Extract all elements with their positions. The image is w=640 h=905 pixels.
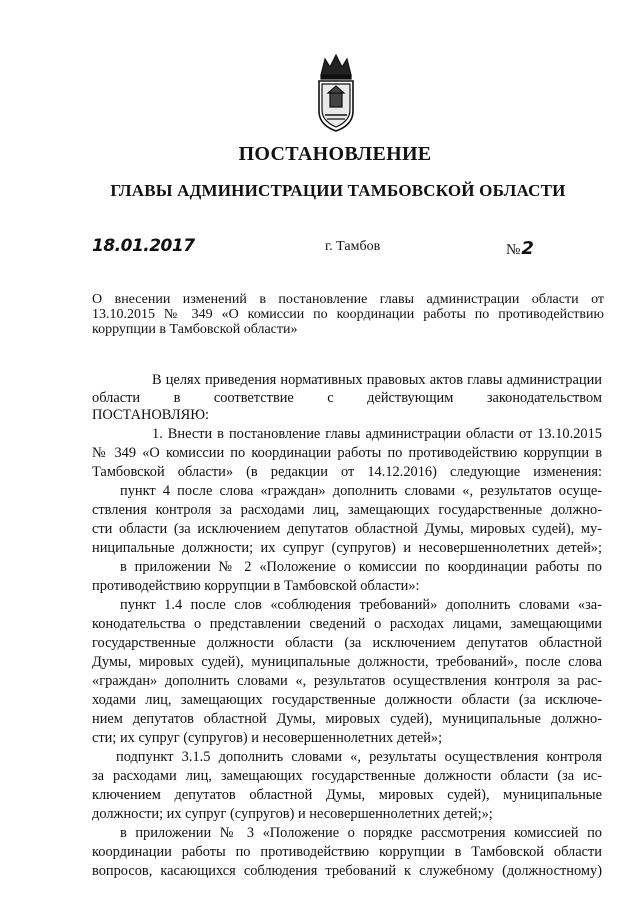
date-handwritten: 18.01.2017	[92, 236, 195, 256]
subject-line: коррупции в Тамбовской области»	[92, 321, 298, 337]
number-handwritten: 2	[521, 238, 534, 259]
body-line: Думы, мировых судей), муниципальные должности, требований», после слова	[92, 654, 602, 670]
body-line: «граждан» дополнить словами «, результатов осуществления контроля за рас-	[92, 673, 602, 689]
document-subject	[92, 293, 604, 337]
body-line: за расходами лиц, замещающих государственные должности области (за ис-	[92, 768, 602, 784]
body-line: подпункт 3.1.5 дополнить словами «, результаты осуществления контроля	[116, 749, 602, 765]
number-prefix: №	[506, 242, 521, 258]
body-line: вопросов, касающихся соблюдения требований к служебному (должностному)	[92, 863, 602, 879]
document-subtitle: ГЛАВЫ АДМИНИСТРАЦИИ ТАМБОВСКОЙ ОБЛАСТИ	[110, 181, 566, 200]
body-line: нием депутатов областной Думы, мировых судей), муниципальные должно-	[92, 711, 602, 727]
body-line: В целях приведения нормативных правовых актов главы администрации	[152, 372, 602, 388]
body-line: противодействию коррупции в Тамбовской области»:	[92, 578, 420, 594]
body-line: координации работы по противодействию коррупции в Тамбовской области	[92, 844, 602, 860]
body-line: ходами лиц, замещающих государственные должности области (за исключе-	[92, 692, 602, 708]
body-line: Тамбовской области» (в редакции от 14.12.2016) следующие изменения:	[92, 464, 602, 480]
body-line: государственные должности области (за исключением депутатов областной	[92, 635, 602, 651]
tambov-coat-of-arms-icon	[313, 53, 359, 133]
body-line: пункт 4 после слова «граждан» дополнить словами «, результатов осуще-	[120, 483, 602, 499]
body-line: области в соответствие с действующим законодательством	[92, 390, 602, 406]
body-line: пункт 1.4 после слов «соблюдения требований» дополнить словами «за-	[120, 597, 602, 613]
body-line: сти области (за исключением депутатов областной Думы, мировых судей), му-	[92, 521, 602, 537]
body-line: № 349 «О комиссии по координации работы по противодействию коррупции в	[92, 445, 602, 461]
document-title: ПОСТАНОВЛЕНИЕ	[238, 143, 432, 165]
body-line: в приложении № 2 «Положение о комиссии по координации работы по	[120, 559, 602, 575]
body-line: ключением депутатов областной Думы, мировых судей), муниципальные	[92, 787, 602, 803]
city-label: г. Тамбов	[325, 239, 381, 254]
document-body	[92, 371, 602, 881]
body-line: ПОСТАНОВЛЯЮ:	[92, 407, 210, 423]
body-line: 1. Внести в постановление главы администрации области от 13.10.2015	[152, 426, 602, 442]
body-line: ствления контроля за расходами лиц, замещающих государственные должно-	[92, 502, 602, 518]
subject-line: О внесении изменений в постановление главы администрации области от	[92, 292, 604, 307]
document-number	[506, 238, 534, 259]
body-line: конодательства о представлении сведений о расходах лицами, замещающими	[92, 616, 602, 632]
subject-line: 13.10.2015 № 349 «О комиссии по координации работы по противодействию	[92, 306, 604, 322]
body-line: сти; их супруг (супругов) и несовершеннолетних детей»;	[92, 730, 443, 746]
body-line: ниципальные должности; их супруг (супругов) и несовершеннолетних детей»;	[92, 540, 602, 556]
body-line: должности; их супруг (супругов) и несовершеннолетних детей;»;	[92, 806, 493, 822]
body-line: в приложении № 3 «Положение о порядке рассмотрения комиссией по	[120, 825, 602, 841]
